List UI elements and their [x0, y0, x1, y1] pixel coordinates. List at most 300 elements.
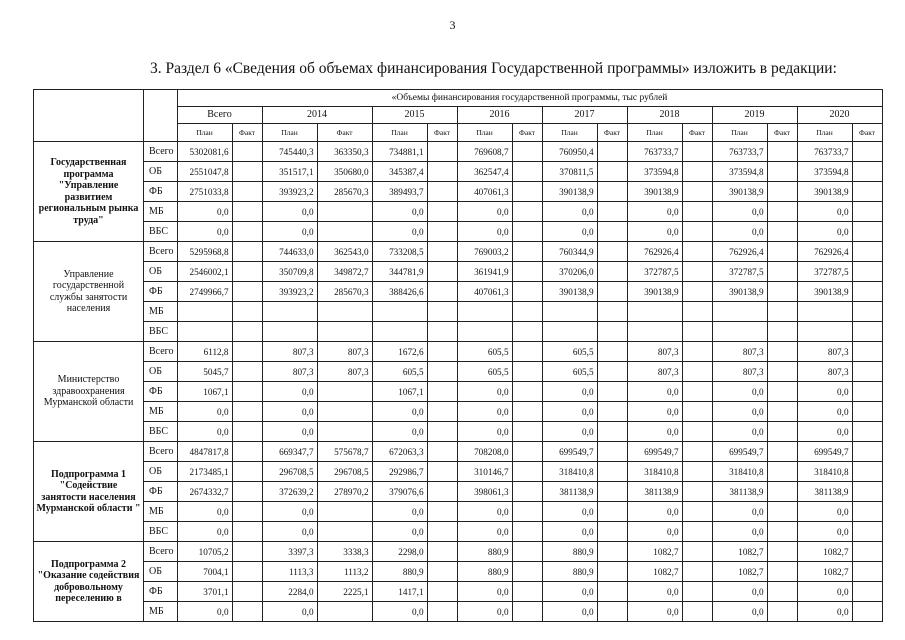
fact-value-cell: [682, 562, 712, 582]
plan-value-cell: 0,0: [177, 522, 232, 542]
year-header: 2014: [262, 107, 372, 124]
fact-value-cell: [852, 402, 882, 422]
fact-value-cell: 349872,7: [317, 262, 372, 282]
funding-source-cell: МБ: [144, 302, 178, 322]
fact-value-cell: [317, 202, 372, 222]
fact-value-cell: [232, 202, 262, 222]
fact-value-cell: [427, 382, 457, 402]
fact-value-cell: 2225,1: [317, 582, 372, 602]
plan-value-cell: 769003,2: [457, 242, 512, 262]
fact-value-cell: [682, 142, 712, 162]
plan-value-cell: 880,9: [457, 562, 512, 582]
plan-value-cell: 605,5: [457, 362, 512, 382]
fact-value-cell: [512, 342, 542, 362]
table-row: [34, 482, 883, 502]
plan-value-cell: 0,0: [712, 222, 767, 242]
fact-header: Факт: [767, 124, 797, 142]
fact-value-cell: [852, 242, 882, 262]
fact-value-cell: [427, 282, 457, 302]
plan-value-cell: 2173485,1: [177, 462, 232, 482]
plan-value-cell: 0,0: [372, 202, 427, 222]
plan-value-cell: 0,0: [542, 502, 597, 522]
fact-value-cell: [767, 582, 797, 602]
fact-value-cell: [767, 202, 797, 222]
plan-value-cell: 318410,8: [797, 462, 852, 482]
fact-value-cell: 296708,5: [317, 462, 372, 482]
corner-cell: [34, 90, 144, 142]
plan-value-cell: 0,0: [262, 602, 317, 622]
plan-header: План: [372, 124, 427, 142]
program-name-cell: Государственная программа "Управление развитием региональным рынка труда": [34, 142, 144, 242]
funding-source-cell: Всего: [144, 442, 178, 462]
fact-value-cell: [232, 182, 262, 202]
fact-value-cell: [512, 582, 542, 602]
plan-value-cell: 605,5: [457, 342, 512, 362]
table-row: [34, 322, 883, 342]
plan-value-cell: 744633,0: [262, 242, 317, 262]
plan-value-cell: 372787,5: [712, 262, 767, 282]
fact-value-cell: [767, 322, 797, 342]
fact-value-cell: [512, 602, 542, 622]
fact-value-cell: [512, 302, 542, 322]
plan-value-cell: 1067,1: [177, 382, 232, 402]
fact-value-cell: 1113,2: [317, 562, 372, 582]
plan-value-cell: 734881,1: [372, 142, 427, 162]
fact-value-cell: [852, 422, 882, 442]
plan-value-cell: 762926,4: [797, 242, 852, 262]
plan-value-cell: 0,0: [177, 222, 232, 242]
fact-value-cell: [767, 242, 797, 262]
plan-value-cell: 0,0: [712, 202, 767, 222]
table-row: [34, 422, 883, 442]
table-row: [34, 242, 883, 262]
plan-value-cell: 807,3: [627, 342, 682, 362]
fact-value-cell: [852, 342, 882, 362]
fact-value-cell: [852, 462, 882, 482]
table-row: [34, 522, 883, 542]
program-name-cell: Подпрограмма 1 "Содействие занятости населения Мурманской области ": [34, 442, 144, 542]
table-row: [34, 542, 883, 562]
fact-value-cell: [427, 162, 457, 182]
fact-value-cell: [427, 262, 457, 282]
fact-value-cell: [427, 442, 457, 462]
fact-value-cell: [767, 562, 797, 582]
plan-value-cell: 381138,9: [797, 482, 852, 502]
plan-value-cell: 807,3: [627, 362, 682, 382]
plan-value-cell: 362547,4: [457, 162, 512, 182]
plan-value-cell: 605,5: [542, 362, 597, 382]
table-caption: «Объемы финансирования государственной программы, тыс рублей: [177, 90, 882, 107]
plan-value-cell: [542, 302, 597, 322]
plan-value-cell: 292986,7: [372, 462, 427, 482]
fact-value-cell: [597, 362, 627, 382]
fact-value-cell: [512, 482, 542, 502]
fact-value-cell: 285670,3: [317, 282, 372, 302]
plan-value-cell: 318410,8: [712, 462, 767, 482]
plan-value-cell: 605,5: [372, 362, 427, 382]
fact-value-cell: [232, 302, 262, 322]
fact-value-cell: [852, 542, 882, 562]
fact-value-cell: 363350,3: [317, 142, 372, 162]
plan-value-cell: 345387,4: [372, 162, 427, 182]
plan-value-cell: 372787,5: [797, 262, 852, 282]
plan-value-cell: 390138,9: [542, 282, 597, 302]
fact-value-cell: [682, 402, 712, 422]
page-number: 3: [449, 18, 456, 32]
fact-value-cell: [427, 142, 457, 162]
plan-value-cell: 0,0: [457, 582, 512, 602]
plan-value-cell: 807,3: [712, 342, 767, 362]
table-row: [34, 462, 883, 482]
fact-value-cell: 350680,0: [317, 162, 372, 182]
plan-value-cell: 390138,9: [627, 282, 682, 302]
plan-value-cell: 762926,4: [627, 242, 682, 262]
fact-value-cell: [767, 542, 797, 562]
plan-value-cell: 1067,1: [372, 382, 427, 402]
table-row: [34, 282, 883, 302]
fact-value-cell: [597, 302, 627, 322]
fact-header: Факт: [427, 124, 457, 142]
plan-value-cell: 0,0: [372, 502, 427, 522]
plan-value-cell: 344781,9: [372, 262, 427, 282]
plan-value-cell: 4847817,8: [177, 442, 232, 462]
plan-value-cell: 381138,9: [542, 482, 597, 502]
plan-value-cell: 296708,5: [262, 462, 317, 482]
fact-value-cell: [597, 402, 627, 422]
fact-value-cell: [682, 502, 712, 522]
fact-value-cell: [317, 222, 372, 242]
fact-value-cell: [767, 502, 797, 522]
plan-value-cell: 0,0: [627, 382, 682, 402]
plan-value-cell: 318410,8: [627, 462, 682, 482]
plan-value-cell: 0,0: [177, 502, 232, 522]
plan-value-cell: 745440,3: [262, 142, 317, 162]
table-row: [34, 162, 883, 182]
year-header: 2019: [712, 107, 797, 124]
plan-value-cell: 763733,7: [712, 142, 767, 162]
plan-value-cell: 0,0: [262, 202, 317, 222]
funding-source-cell: Всего: [144, 342, 178, 362]
plan-value-cell: 2751033,8: [177, 182, 232, 202]
fact-value-cell: [767, 522, 797, 542]
plan-value-cell: 372639,2: [262, 482, 317, 502]
fact-value-cell: [682, 542, 712, 562]
plan-value-cell: 0,0: [712, 422, 767, 442]
table-row: [34, 502, 883, 522]
fact-value-cell: [597, 482, 627, 502]
fact-value-cell: [512, 322, 542, 342]
plan-value-cell: 2284,0: [262, 582, 317, 602]
fact-value-cell: [427, 422, 457, 442]
fact-value-cell: [682, 282, 712, 302]
fact-value-cell: 278970,2: [317, 482, 372, 502]
table-row: [34, 182, 883, 202]
fact-value-cell: [597, 422, 627, 442]
fact-value-cell: 285670,3: [317, 182, 372, 202]
plan-value-cell: 0,0: [457, 222, 512, 242]
fact-value-cell: [232, 462, 262, 482]
plan-value-cell: 10705,2: [177, 542, 232, 562]
year-header: 2015: [372, 107, 457, 124]
funding-source-cell: ФБ: [144, 482, 178, 502]
fact-value-cell: [427, 482, 457, 502]
fact-value-cell: [427, 302, 457, 322]
funding-source-cell: МБ: [144, 502, 178, 522]
funding-source-cell: ОБ: [144, 462, 178, 482]
financing-table: [33, 89, 883, 622]
plan-value-cell: 0,0: [457, 602, 512, 622]
fact-value-cell: [767, 602, 797, 622]
plan-value-cell: 672063,3: [372, 442, 427, 462]
fact-value-cell: [597, 202, 627, 222]
plan-value-cell: 390138,9: [797, 182, 852, 202]
fact-value-cell: [427, 362, 457, 382]
plan-header: План: [177, 124, 232, 142]
plan-value-cell: 1113,3: [262, 562, 317, 582]
fact-value-cell: [767, 382, 797, 402]
plan-value-cell: 807,3: [262, 362, 317, 382]
plan-value-cell: [457, 302, 512, 322]
program-name-cell: Управление государственной службы занятости населения: [34, 242, 144, 342]
year-header: 2018: [627, 107, 712, 124]
fact-value-cell: [512, 462, 542, 482]
plan-value-cell: 0,0: [542, 582, 597, 602]
plan-value-cell: 370811,5: [542, 162, 597, 182]
plan-value-cell: 0,0: [372, 422, 427, 442]
plan-value-cell: 5295968,8: [177, 242, 232, 262]
plan-value-cell: 3701,1: [177, 582, 232, 602]
fact-value-cell: [232, 562, 262, 582]
plan-value-cell: [712, 322, 767, 342]
table-row: [34, 202, 883, 222]
plan-value-cell: 0,0: [262, 422, 317, 442]
fact-value-cell: [597, 522, 627, 542]
plan-value-cell: 1082,7: [797, 562, 852, 582]
plan-value-cell: 0,0: [627, 602, 682, 622]
fact-value-cell: [317, 302, 372, 322]
fact-value-cell: [597, 182, 627, 202]
fact-value-cell: [682, 162, 712, 182]
fact-value-cell: [427, 322, 457, 342]
fact-value-cell: [682, 462, 712, 482]
funding-source-cell: МБ: [144, 202, 178, 222]
plan-value-cell: 370206,0: [542, 262, 597, 282]
plan-value-cell: 390138,9: [712, 182, 767, 202]
fact-value-cell: [682, 262, 712, 282]
fact-value-cell: [512, 242, 542, 262]
fact-value-cell: 362543,0: [317, 242, 372, 262]
plan-value-cell: 2298,0: [372, 542, 427, 562]
fact-value-cell: [597, 442, 627, 462]
fact-value-cell: [597, 562, 627, 582]
plan-value-cell: 398061,3: [457, 482, 512, 502]
plan-value-cell: 760344,9: [542, 242, 597, 262]
plan-value-cell: 2749966,7: [177, 282, 232, 302]
fact-value-cell: [767, 362, 797, 382]
plan-value-cell: [177, 302, 232, 322]
table-row: [34, 302, 883, 322]
plan-value-cell: 0,0: [372, 522, 427, 542]
fact-value-cell: [852, 482, 882, 502]
plan-value-cell: 669347,7: [262, 442, 317, 462]
plan-value-cell: 699549,7: [797, 442, 852, 462]
funding-source-cell: Всего: [144, 542, 178, 562]
plan-value-cell: 379076,6: [372, 482, 427, 502]
plan-value-cell: 0,0: [797, 582, 852, 602]
plan-value-cell: 0,0: [542, 202, 597, 222]
fact-value-cell: [767, 222, 797, 242]
plan-value-cell: 0,0: [177, 402, 232, 422]
fact-value-cell: [767, 402, 797, 422]
fact-value-cell: [512, 422, 542, 442]
fact-value-cell: [597, 282, 627, 302]
fact-value-cell: [682, 222, 712, 242]
plan-value-cell: 389493,7: [372, 182, 427, 202]
fact-value-cell: 807,3: [317, 362, 372, 382]
year-header: 2017: [542, 107, 627, 124]
fact-value-cell: [232, 482, 262, 502]
fact-value-cell: [852, 442, 882, 462]
fact-value-cell: 807,3: [317, 342, 372, 362]
fact-value-cell: [512, 162, 542, 182]
plan-value-cell: 407061,3: [457, 182, 512, 202]
plan-value-cell: [372, 302, 427, 322]
plan-value-cell: 0,0: [542, 422, 597, 442]
fact-value-cell: [232, 502, 262, 522]
fact-value-cell: [852, 302, 882, 322]
plan-value-cell: 760950,4: [542, 142, 597, 162]
fact-value-cell: [512, 542, 542, 562]
program-name-cell: Подпрограмма 2 "Оказание содействия добровольному переселению в: [34, 542, 144, 622]
funding-source-cell: ФБ: [144, 282, 178, 302]
plan-value-cell: 310146,7: [457, 462, 512, 482]
plan-value-cell: [177, 322, 232, 342]
table-row: [34, 342, 883, 362]
plan-value-cell: 699549,7: [627, 442, 682, 462]
fact-value-cell: [317, 422, 372, 442]
plan-value-cell: 2674332,7: [177, 482, 232, 502]
fact-value-cell: [597, 262, 627, 282]
plan-value-cell: 0,0: [797, 602, 852, 622]
fact-value-cell: [232, 262, 262, 282]
plan-value-cell: 733208,5: [372, 242, 427, 262]
fact-value-cell: [597, 162, 627, 182]
plan-value-cell: 0,0: [797, 202, 852, 222]
fact-value-cell: [597, 342, 627, 362]
fact-value-cell: [682, 322, 712, 342]
fact-value-cell: [512, 402, 542, 422]
fact-value-cell: [597, 502, 627, 522]
plan-value-cell: 381138,9: [627, 482, 682, 502]
table-row: [34, 382, 883, 402]
plan-value-cell: 0,0: [542, 382, 597, 402]
fact-value-cell: [852, 582, 882, 602]
table-row: [34, 222, 883, 242]
section-heading: 3. Раздел 6 «Сведения об объемах финансирования Государственной программы» изложить в редакции:: [150, 60, 837, 77]
table-row: [34, 362, 883, 382]
fact-value-cell: [232, 142, 262, 162]
plan-header: План: [542, 124, 597, 142]
fact-header: Факт: [682, 124, 712, 142]
plan-header: План: [712, 124, 767, 142]
plan-value-cell: 880,9: [372, 562, 427, 582]
plan-value-cell: [457, 322, 512, 342]
plan-value-cell: 0,0: [627, 202, 682, 222]
fact-value-cell: [427, 182, 457, 202]
fact-value-cell: [512, 262, 542, 282]
table-row: [34, 442, 883, 462]
fact-value-cell: [852, 222, 882, 242]
table-row: [34, 562, 883, 582]
year-header: 2020: [797, 107, 882, 124]
fact-value-cell: [852, 202, 882, 222]
fact-value-cell: [427, 582, 457, 602]
funding-source-cell: ОБ: [144, 362, 178, 382]
fact-value-cell: [427, 222, 457, 242]
plan-value-cell: 351517,1: [262, 162, 317, 182]
fact-value-cell: [852, 382, 882, 402]
fact-value-cell: [427, 502, 457, 522]
plan-value-cell: 0,0: [542, 522, 597, 542]
fact-value-cell: [427, 202, 457, 222]
fact-value-cell: [682, 302, 712, 322]
fact-value-cell: [852, 522, 882, 542]
plan-value-cell: 0,0: [712, 602, 767, 622]
plan-value-cell: 0,0: [262, 502, 317, 522]
plan-value-cell: 0,0: [457, 402, 512, 422]
fact-value-cell: 575678,7: [317, 442, 372, 462]
fact-value-cell: [852, 142, 882, 162]
plan-value-cell: 0,0: [797, 402, 852, 422]
plan-value-cell: 0,0: [542, 402, 597, 422]
fact-value-cell: [852, 362, 882, 382]
fact-value-cell: [232, 222, 262, 242]
plan-header: План: [797, 124, 852, 142]
funding-source-cell: ОБ: [144, 162, 178, 182]
fact-value-cell: [232, 542, 262, 562]
plan-value-cell: 381138,9: [712, 482, 767, 502]
funding-source-cell: ВБС: [144, 422, 178, 442]
fact-header: Факт: [597, 124, 627, 142]
plan-value-cell: 708208,0: [457, 442, 512, 462]
fact-value-cell: [512, 222, 542, 242]
fact-value-cell: [682, 422, 712, 442]
plan-value-cell: 0,0: [262, 522, 317, 542]
plan-value-cell: 0,0: [542, 602, 597, 622]
funding-source-cell: ВБС: [144, 322, 178, 342]
plan-value-cell: 0,0: [177, 602, 232, 622]
fact-value-cell: [767, 462, 797, 482]
plan-value-cell: 0,0: [627, 422, 682, 442]
fact-value-cell: [767, 162, 797, 182]
funding-source-cell: ОБ: [144, 562, 178, 582]
fact-value-cell: [767, 282, 797, 302]
plan-value-cell: 0,0: [627, 402, 682, 422]
funding-source-cell: ФБ: [144, 582, 178, 602]
plan-value-cell: 0,0: [457, 422, 512, 442]
plan-value-cell: 0,0: [542, 222, 597, 242]
fact-value-cell: [682, 482, 712, 502]
plan-value-cell: 0,0: [457, 502, 512, 522]
plan-value-cell: 0,0: [627, 522, 682, 542]
fact-value-cell: [232, 442, 262, 462]
fact-value-cell: [597, 582, 627, 602]
caption-row: [34, 90, 883, 107]
fact-value-cell: [512, 182, 542, 202]
plan-value-cell: [262, 302, 317, 322]
fact-value-cell: [852, 162, 882, 182]
plan-value-cell: 0,0: [372, 602, 427, 622]
